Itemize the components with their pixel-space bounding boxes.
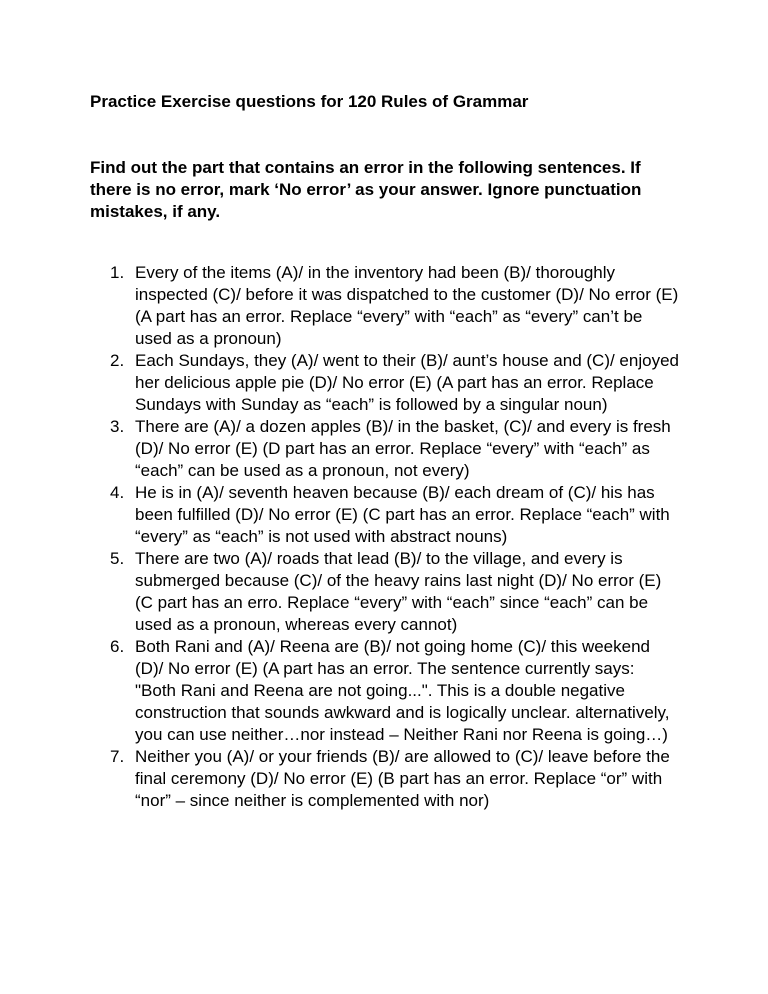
list-item [90,416,680,482]
question-text: He is in (A)/ seventh heaven because (B)/ each dream of (C)/ his has been fulfilled (D)/ No error (E) (C part has an error. Replace “each” with “every” as “each” is not used with abstract nouns) [135,483,670,546]
question-number: 5. [110,549,125,568]
list-item [90,262,680,350]
instructions-paragraph: Find out the part that contains an error in the following sentences. If there is no error, mark ‘No error’ as your answer. Ignore punctuation mistakes, if any. [90,158,642,221]
question-text: Every of the items (A)/ in the inventory had been (B)/ thoroughly inspected (C)/ before it was dispatched to the customer (D)/ No error (E) (A part has an error. Replace “every” with “each” as “every” can’t be used as a pronoun) [135,263,679,348]
question-text: Each Sundays, they (A)/ went to their (B)/ aunt’s house and (C)/ enjoyed her delicious apple pie (D)/ No error (E) (A part has an error. Replace Sundays with Sunday as “each” is followed by a singular noun) [135,351,679,414]
question-text: Neither you (A)/ or your friends (B)/ are allowed to (C)/ leave before the final ceremony (D)/ No error (E) (B part has an error. Replace “or” with “nor” – since neither is complemented with nor) [135,747,670,810]
list-item [90,482,680,548]
list-item [90,746,680,812]
question-text: Both Rani and (A)/ Reena are (B)/ not going home (C)/ this weekend (D)/ No error (E) (A part has an error. The sentence currently says: "Both Rani and Reena are not going...". This is a double negative construction that sounds awkward and is logically unclear. alternatively, you can use neither…nor instead – Neither Rani nor Reena is going…) [135,637,670,744]
question-number: 7. [110,747,125,766]
question-number: 3. [110,417,125,436]
question-number: 4. [110,483,125,502]
question-text: There are (A)/ a dozen apples (B)/ in the basket, (C)/ and every is fresh (D)/ No error (E) (D part has an error. Replace “every” with “each” as “each” can be used as a pronoun, not every) [135,417,671,480]
question-list [90,262,680,812]
list-item [90,548,680,636]
document-title: Practice Exercise questions for 120 Rules of Grammar [90,92,529,111]
question-text: There are two (A)/ roads that lead (B)/ to the village, and every is submerged because (C)/ of the heavy rains last night (D)/ No error (E) (C part has an erro. Replace “every” with “each” since “each” can be used as a pronoun, whereas every cannot) [135,549,662,634]
question-number: 2. [110,351,125,370]
question-number: 6. [110,637,125,656]
list-item [90,350,680,416]
list-item [90,636,680,746]
question-number: 1. [110,263,125,282]
